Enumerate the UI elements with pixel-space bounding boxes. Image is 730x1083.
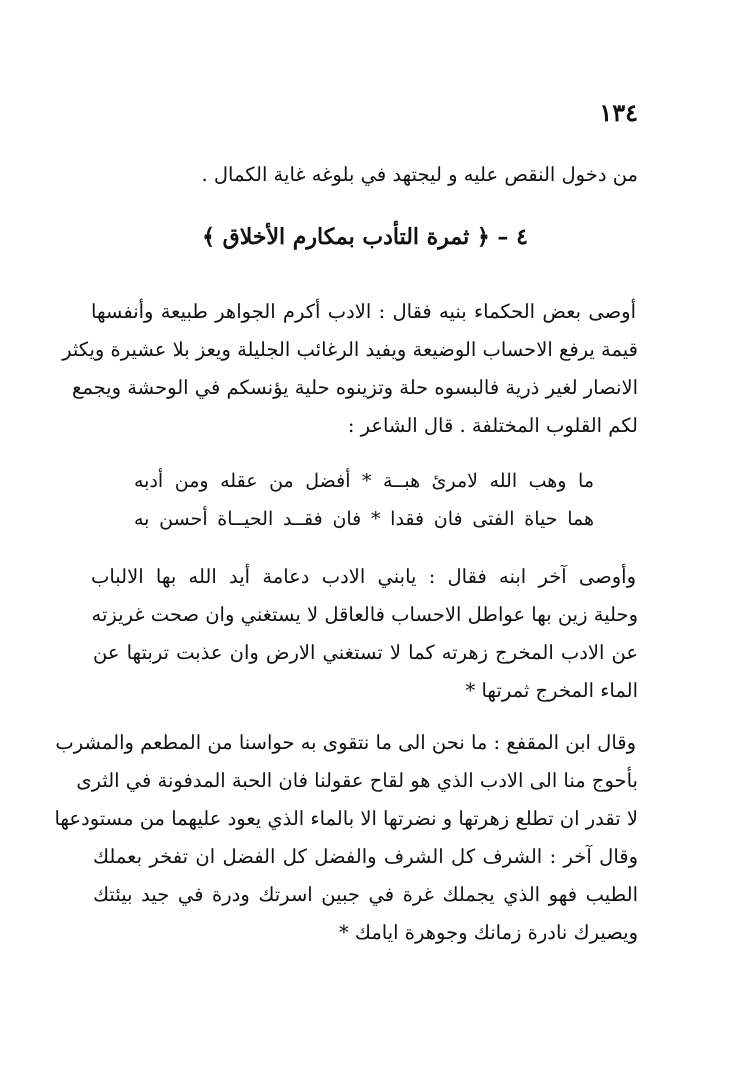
text-line: بأحوج منا الى الادب الذي هو لقاح عقولنا فان الحبة المدفونة في الثرى: [76, 769, 638, 792]
text-line: وقال ابن المقفع : ما نحن الى ما نتقوى به حواسنا من المطعم والمشرب: [55, 731, 636, 754]
text-line: الانصار لغير ذرية فالبسوه حلة وتزينوه حلية يؤنسكم في الوحشة ويجمع: [71, 376, 638, 399]
text-line: وقال آخر : الشرف كل الشرف والفضل كل الفضل ان تفخر بعملك: [93, 845, 638, 868]
text-line: لا تقدر ان تطلع زهرتها و نضرتها الا بالماء الذي يعود عليهما من مستودعها: [54, 807, 638, 830]
text-line: قيمة يرفع الاحساب الوضيعة ويفيد الرغائب الجليلة ويعز بلا عشيرة ويكثر: [62, 338, 638, 361]
poem-verse: ما وهب الله لامرئ هبــة * أفضل من عقله ومن أدبه: [134, 470, 594, 492]
poem-verse: هما حياة الفتى فان فقدا * فان فقــد الحيــاة أحسن به: [134, 508, 594, 530]
text-line: وأوصى آخر ابنه فقال : يابني الادب دعامة أيد الله بها الالباب: [91, 565, 636, 588]
page-number: ١٣٤: [599, 98, 638, 127]
text-line: لكم القلوب المختلفة . قال الشاعر :: [347, 414, 638, 437]
text-line: وحلية زين بها عواطل الاحساب فالعاقل لا يستغني وان صحت غريزته: [91, 603, 638, 626]
text-line: الطيب فهو الذي يجملك غرة في جبين اسرتك ودرة في جيد بيئتك: [93, 883, 638, 906]
text-line: عن الادب المخرج زهرته كما لا تستغني الارض وان عذبت تربتها عن: [93, 641, 638, 664]
text-line: ويصيرك نادرة زمانك وجوهرة ايامك *: [338, 921, 638, 944]
text-line: أوصى بعض الحكماء بنيه فقال : الادب أكرم الجواهر طبيعة وأنفسها: [91, 300, 636, 323]
text-line: الماء المخرج ثمرتها *: [465, 679, 638, 702]
text-line: من دخول النقص عليه و ليجتهد في بلوغه غاية الكمال .: [201, 163, 638, 186]
section-heading: ٤ – ﴿ ثمرة التأدب بمكارم الأخلاق ﴾: [202, 224, 528, 250]
